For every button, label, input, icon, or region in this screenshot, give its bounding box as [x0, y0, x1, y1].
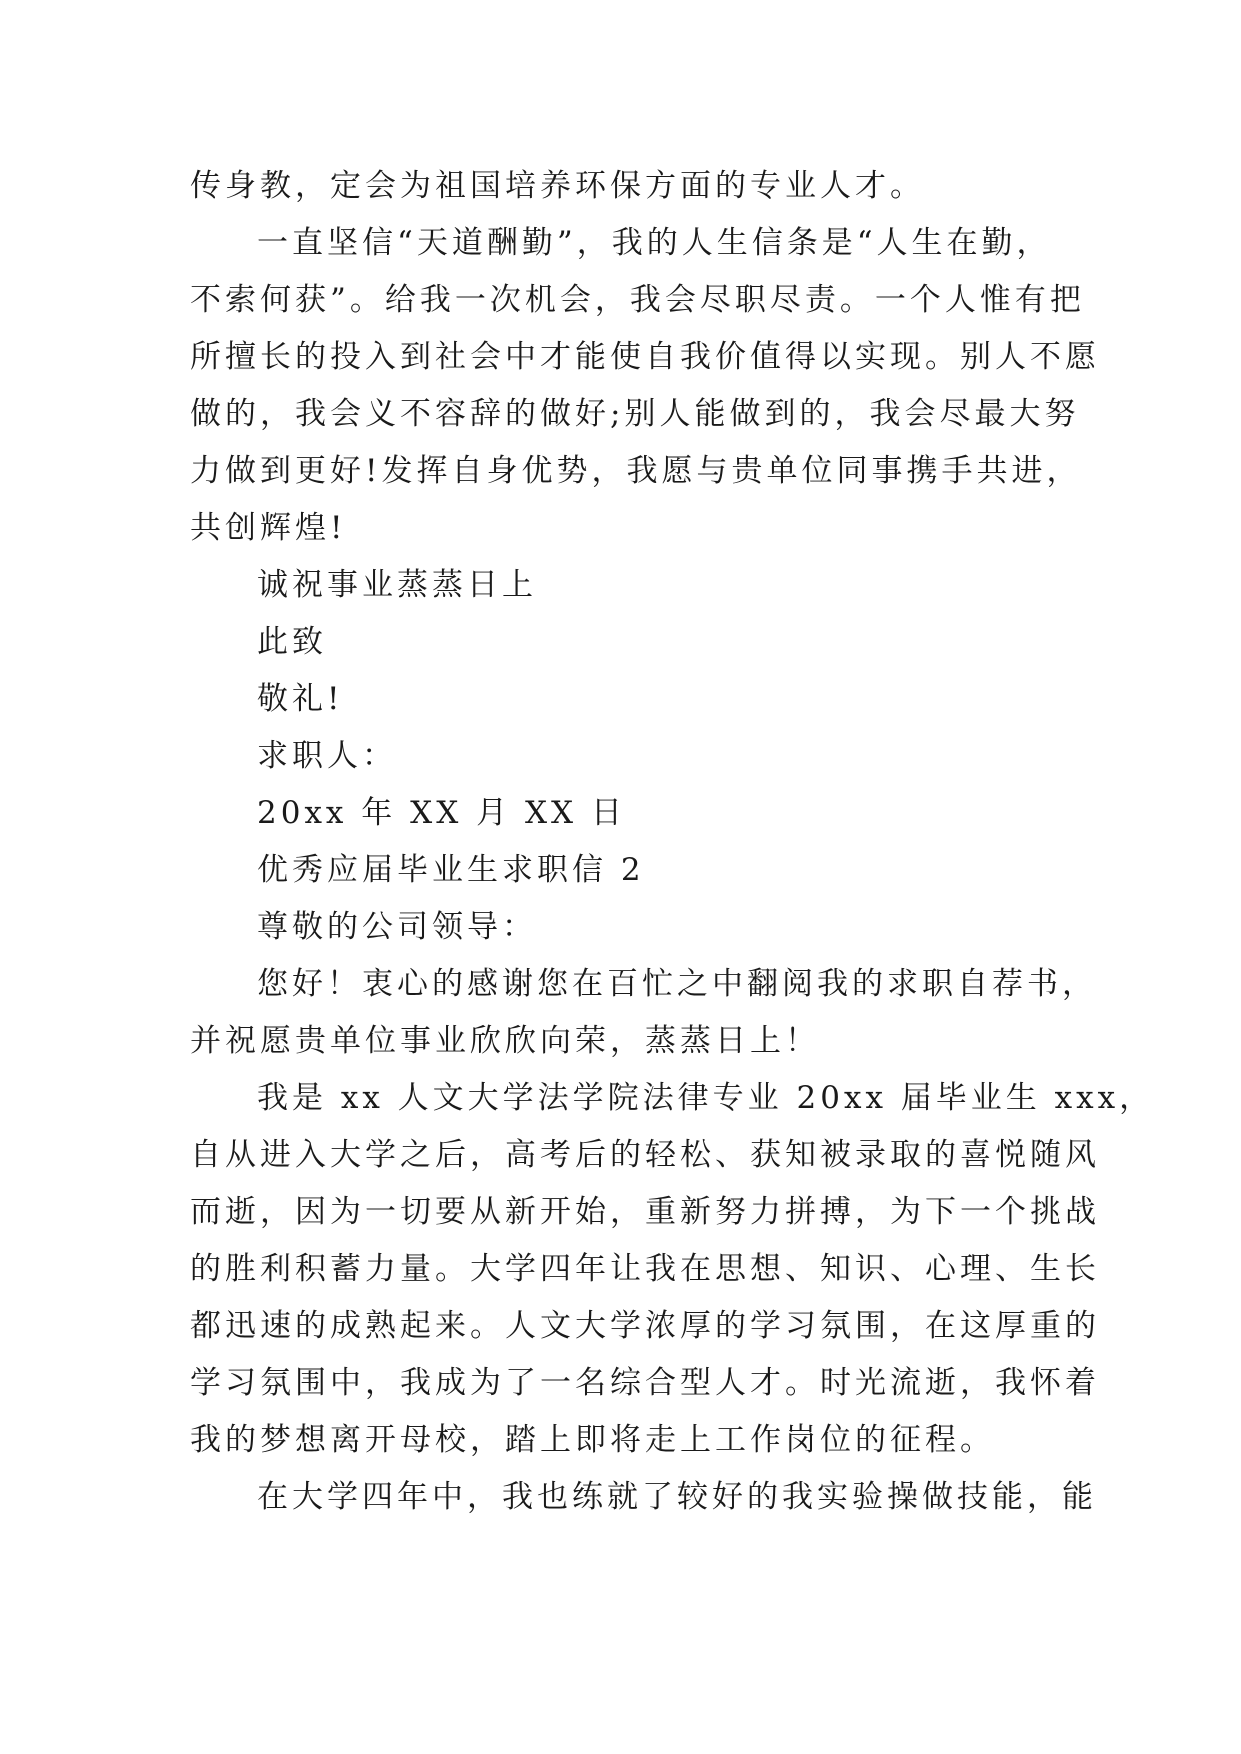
text-line: 做的，我会义不容辞的做好;别人能做到的，我会尽最大努: [190, 396, 1080, 432]
text-line: 自从进入大学之后，高考后的轻松、获知被录取的喜悦随风: [190, 1137, 1100, 1173]
text-line: 并祝愿贵单位事业欣欣向荣，蒸蒸日上！: [190, 1023, 820, 1059]
text-line: 所擅长的投入到社会中才能使自我价值得以实现。别人不愿: [190, 339, 1100, 375]
text-line: 力做到更好!发挥自身优势，我愿与贵单位同事携手共进，: [190, 453, 1082, 489]
text-line: 共创辉煌!: [190, 510, 347, 546]
text-line: 我的梦想离开母校，踏上即将走上工作岗位的征程。: [190, 1422, 995, 1458]
text-line: 优秀应届毕业生求职信 2: [257, 852, 645, 888]
text-line: 20xx 年 XX 月 XX 日: [257, 795, 626, 831]
text-line: 尊敬的公司领导：: [257, 909, 537, 945]
text-line: 您好！衷心的感谢您在百忙之中翻阅我的求职自荐书，: [257, 966, 1097, 1002]
text-line: 的胜利积蓄力量。大学四年让我在思想、知识、心理、生长: [190, 1251, 1100, 1287]
text-line: 学习氛围中，我成为了一名综合型人才。时光流逝，我怀着: [190, 1365, 1100, 1401]
text-line: 我是 xx 人文大学法学院法律专业 20xx 届毕业生 xxx，: [257, 1080, 1155, 1116]
text-line: 不索何获”。给我一次机会，我会尽职尽责。一个人惟有把: [190, 282, 1085, 318]
text-line: 此致: [257, 624, 327, 660]
text-line: 一直坚信“天道酬勤”，我的人生信条是“人生在勤，: [257, 225, 1052, 261]
text-line: 都迅速的成熟起来。人文大学浓厚的学习氛围，在这厚重的: [190, 1308, 1100, 1344]
text-line: 而逝，因为一切要从新开始，重新努力拼搏，为下一个挑战: [190, 1194, 1100, 1230]
text-line: 诚祝事业蒸蒸日上: [257, 567, 537, 603]
text-line: 在大学四年中，我也练就了较好的我实验操做技能，能: [257, 1479, 1097, 1515]
text-line: 传身教，定会为祖国培养环保方面的专业人才。: [190, 168, 925, 204]
text-line: 求职人：: [257, 738, 397, 774]
text-line: 敬礼!: [257, 681, 344, 717]
